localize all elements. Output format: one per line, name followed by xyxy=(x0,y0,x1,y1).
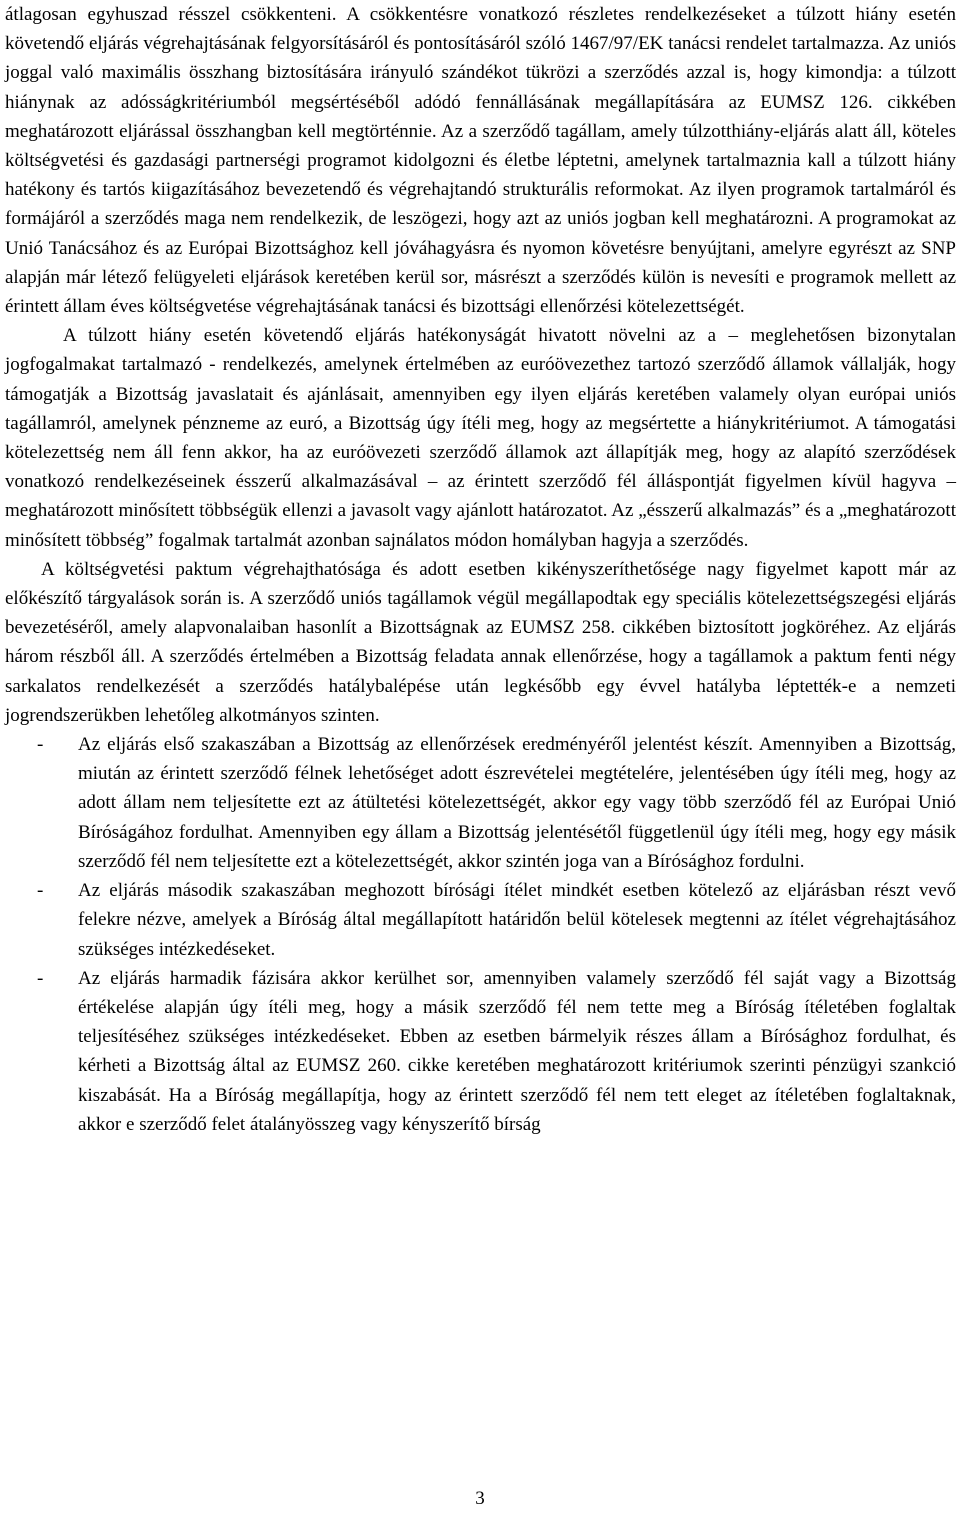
list-item xyxy=(5,876,956,964)
paragraph-1: átlagosan egyhuszad résszel csökkenteni. A csökkentésre vonatkozó részletes rendelkezéseket a túlzott hiány esetén követendő eljárás végrehajtásának felgyorsításáról és pontosításáról szóló 1467/97/EK tanácsi rendelet tartalmazza. Az uniós joggal való maximális összhang biztosítására irányuló szándékot tükrözi a szerződés azzal is, hogy kimondja: a túlzott hiánynak az adósságkritériumból megsértéséből adódó fennállásának megállapítására az EUMSZ 126. cikkében meghatározott eljárással összhangban kell megtörténnie. Az a szerződő tagállam, amely túlzotthiány-eljárás alatt áll, köteles költségvetési és gazdasági partnerségi programot kidolgozni és életbe léptetni, amelynek tartalmaznia kall a túlzott hiány hatékony és tartós kiigazításához bevezetendő és végrehajtandó strukturális reformokat. Az ilyen programok tartalmáról és formájáról a szerződés maga nem rendelkezik, de leszögezi, hogy azt az uniós jogban kell meghatározni. A programokat az Unió Tanácsához és az Európai Bizottsághoz kell jóváhagyásra és nyomon követésre benyújtani, amelyre egyrészt az SNP alapján már létező felügyeleti eljárások keretében kerül sor, másrészt a szerződés külön is nevesíti e programok mellett az érintett állam éves költségvetése végrehajtásának tanácsi és bizottsági ellenőrzési kötelezettségét. xyxy=(5,4,956,318)
procedure-list xyxy=(5,730,956,1139)
list-dash: - xyxy=(37,967,44,989)
list-dash: - xyxy=(37,734,44,756)
list-item xyxy=(5,730,956,876)
list-item-text: Az eljárás első szakaszában a Bizottság az ellenőrzések eredményéről jelentést készít. Amennyiben a Bizottság, miután az érintett szerződő félnek lehetőséget adott észrevételei megtételére, jelentésében úgy ítéli meg, hogy az adott állam nem teljesítette ezt az átültetési kötelezettségét, akkor egy vagy több szerződő fél az Európai Unió Bíróságához fordulhat. Amennyiben egy állam a Bizottság jelentésétől függetlenül úgy ítéli meg, hogy egy másik szerződő fél nem teljesítette ezt a kötelezettségét, akkor szintén joga van a Bírósághoz fordulni. xyxy=(78,734,956,872)
paragraph-2: A túlzott hiány esetén követendő eljárás hatékonyságát hivatott növelni az a – meglehetősen bizonytalan jogfogalmakat tartalmazó - rendelkezés, amelynek értelmében az euróövezethez tartozó szerződő államok vállalják, hogy támogatják a Bizottság javaslatait és ajánlásait, amennyiben egy ilyen eljárás keretében valamely olyan európai uniós tagállamról, amelynek pénzneme az euró, a Bizottság úgy ítéli meg, hogy az megsértette a hiánykritériumot. A támogatási kötelezettség nem áll fenn akkor, ha az euróövezeti szerződő államok azt állapítják meg, hogy az alapító szerződések vonatkozó rendelkezéseinek ésszerű alkalmazásával – az érintett szerződő fél álláspontját figyelmen kívül hagyva – meghatározott minősített többségük ellenzi a javasolt vagy ajánlott határozatot. Az „ésszerű alkalmazás” és a „meghatározott minősített többség” fogalmak tartalmát azonban sajnálatos módon homályban hagyja a szerződés. xyxy=(5,325,956,551)
paragraph-3: A költségvetési paktum végrehajthatósága és adott esetben kikényszeríthetősége nagy figyelmet kapott már az előkészítő tárgyalások során is. A szerződő uniós tagállamok végül megállapodtak egy speciális kötelezettségszegési eljárás bevezetéséről, amely alapvonalaiban hasonlít a Bizottságnak az EUMSZ 258. cikkében biztosított jogköréhez. Az eljárás három részből áll. A szerződés értelmében a Bizottság feladata annak ellenőrzése, hogy a tagállamok a paktum fenti négy sarkalatos rendelkezését a szerződés hatálybalépése után legkésőbb egy évvel hatályba léptették-e a nemzeti jogrendszerükben lehetőleg alkotmányos szinten. xyxy=(5,558,956,726)
list-item-text: Az eljárás harmadik fázisára akkor kerülhet sor, amennyiben valamely szerződő fél saját vagy a Bizottság értékelése alapján úgy ítéli meg, hogy a másik szerződő fél nem tette meg a Bíróság ítéletében foglaltak teljesítéséhez szükséges intézkedéseket. Ebben az esetben bármelyik részes állam a Bírósághoz fordulhat, és kérheti a Bizottság által az EUMSZ 260. cikke keretében meghatározott kritériumok szerinti pénzügyi szankció kiszabását. Ha a Bíróság megállapítja, hogy az érintett szerződő fél nem tett eleget az ítéletében foglaltaknak, akkor e szerződő felet átalányösszeg vagy kényszerítő bírság xyxy=(78,967,956,1135)
list-item-text: Az eljárás második szakaszában meghozott bírósági ítélet mindkét esetben kötelező az eljárásban részt vevő felekre nézve, amelyek a Bíróság által megállapított határidőn belül kötelesek megtenni az ítélet végrehajtásához szükséges intézkedéseket. xyxy=(78,880,956,960)
document-page xyxy=(5,0,956,1139)
list-dash: - xyxy=(37,880,44,902)
list-item xyxy=(5,964,956,1139)
page-number: 3 xyxy=(475,1488,485,1509)
